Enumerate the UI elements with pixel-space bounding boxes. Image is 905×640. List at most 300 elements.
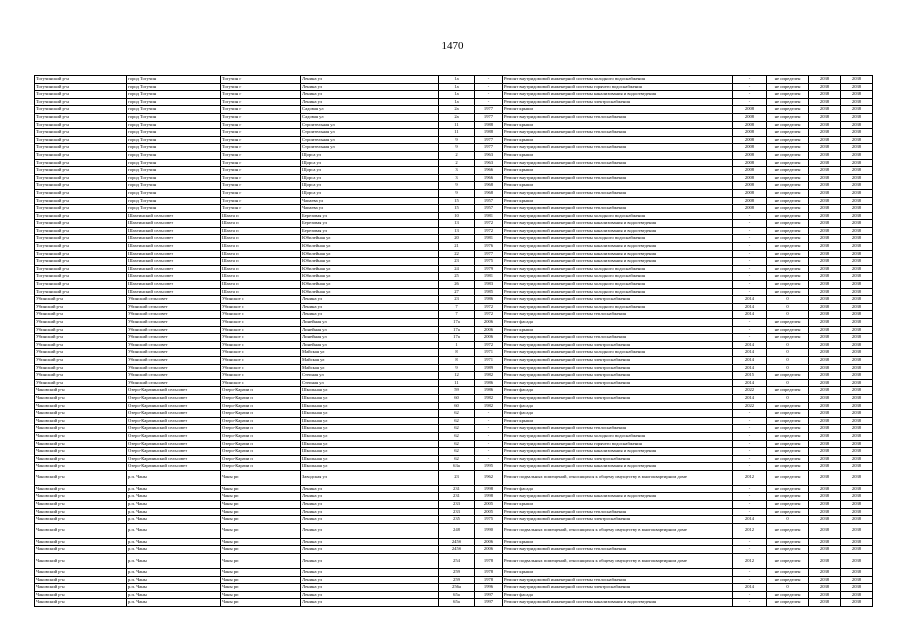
table-cell: Убинское с (221, 303, 301, 311)
table-cell: - (733, 508, 767, 516)
table-cell: 2038 (809, 493, 841, 501)
table-cell: Ремонт внутридомовой инженерной системы теплоснабжения (503, 334, 733, 342)
table-row (35, 364, 873, 372)
table-cell: Тогучинский р-н (35, 220, 127, 228)
table-row (35, 205, 873, 213)
table-cell: Юбилейная ул (301, 258, 439, 266)
table-cell: 2038 (841, 311, 873, 319)
table-cell: Тогучин г (221, 205, 301, 213)
table-cell: 2038 (809, 258, 841, 266)
table-cell: Ремонт крыши (503, 538, 733, 546)
table-cell: 1986 (475, 387, 503, 395)
table-cell: 2014 (733, 516, 767, 524)
table-cell: Ремонт внутридомовой инженерной системы электроснабжения (503, 455, 733, 463)
table-cell: Чановский р-н (35, 425, 127, 433)
table-cell: Ленина ул (301, 546, 439, 554)
table-cell: Чаны рп (221, 554, 301, 569)
table-cell: р.п. Чаны (127, 576, 221, 584)
table-cell: Ремонт внутридомовой инженерной системы теплоснабжения (503, 425, 733, 433)
table-cell: р.п. Чаны (127, 538, 221, 546)
table-cell: Юбилейная ул (301, 250, 439, 258)
table-cell: Чаны рп (221, 599, 301, 607)
table-cell: 233 (439, 508, 475, 516)
table-cell: Чапаева ул (301, 197, 439, 205)
table-cell: Убинское с (221, 379, 301, 387)
table-cell: не определен (767, 387, 809, 395)
table-row (35, 372, 873, 380)
table-cell: 1972 (475, 311, 503, 319)
table-cell: р.п. Чаны (127, 554, 221, 569)
table-cell: 1963 (475, 159, 503, 167)
table-cell: Линейная ул (301, 334, 439, 342)
table-cell: 2038 (809, 83, 841, 91)
table-cell: 23 (439, 296, 475, 304)
table-cell: не определен (767, 136, 809, 144)
table-cell: Чановский р-н (35, 599, 127, 607)
table-cell: 2038 (841, 554, 873, 569)
table-cell: 12 (439, 372, 475, 380)
table-cell: Шахтинский сельсовет (127, 220, 221, 228)
table-cell: 2038 (841, 243, 873, 251)
table-cell: Тогучинский р-н (35, 258, 127, 266)
table-cell: город Тогучин (127, 159, 221, 167)
table-cell: - (733, 98, 767, 106)
table-cell: не определен (767, 470, 809, 485)
table-cell: - (475, 76, 503, 84)
table-cell: Ленина ул (301, 296, 439, 304)
table-cell: 2038 (841, 98, 873, 106)
table-cell: Ленина ул (301, 83, 439, 91)
table-cell: Убинское с (221, 372, 301, 380)
table-cell: не определен (767, 265, 809, 273)
table-cell: город Тогучин (127, 167, 221, 175)
table-cell: Озеро-Карачинский сельсовет (127, 402, 221, 410)
table-cell: Школьная ул (301, 394, 439, 402)
table-cell: Ремонт крыши (503, 106, 733, 114)
table-cell: р.п. Чаны (127, 523, 221, 538)
table-cell: Ремонт внутридомовой инженерной системы холодного водоснабжения (503, 273, 733, 281)
table-cell: 2008 (733, 174, 767, 182)
table-cell: 62 (439, 448, 475, 456)
table-cell: Щорса ул (301, 182, 439, 190)
table-cell: Озеро-Карачи п (221, 425, 301, 433)
table-cell: Тогучинский р-н (35, 205, 127, 213)
table-cell: Чановский р-н (35, 455, 127, 463)
table-cell: 0 (767, 394, 809, 402)
table-row (35, 174, 873, 182)
table-cell: 1971 (475, 349, 503, 357)
table-row (35, 485, 873, 493)
table-cell: Ремонт крыши (503, 182, 733, 190)
table-cell: 2038 (809, 235, 841, 243)
table-cell: не определен (767, 159, 809, 167)
table-cell: Ремонт внутридомовой инженерной системы канализования и водоотведения (503, 258, 733, 266)
table-cell: Тогучинский р-н (35, 273, 127, 281)
table-row (35, 387, 873, 395)
table-cell: 2038 (809, 281, 841, 289)
table-cell: 2012 (733, 470, 767, 485)
table-cell: 2038 (809, 349, 841, 357)
table-cell: 2038 (809, 341, 841, 349)
table-cell: 0 (767, 364, 809, 372)
table-cell: 2038 (809, 220, 841, 228)
table-cell: 2008 (733, 151, 767, 159)
table-cell: 2038 (809, 576, 841, 584)
table-cell: Шахтинский сельсовет (127, 281, 221, 289)
table-row (35, 189, 873, 197)
table-cell: - (733, 288, 767, 296)
table-cell: 2038 (809, 189, 841, 197)
table-row (35, 516, 873, 524)
table-cell: Убинский сельсовет (127, 341, 221, 349)
table-cell: Убинский сельсовет (127, 379, 221, 387)
table-cell: - (733, 448, 767, 456)
table-row (35, 584, 873, 592)
table-cell: Чапаева ул (301, 205, 439, 213)
table-cell: Убинский сельсовет (127, 356, 221, 364)
table-cell: 2038 (841, 334, 873, 342)
table-row (35, 546, 873, 554)
table-cell: 2038 (841, 288, 873, 296)
table-cell: Ремонт внутридомовой инженерной системы холодного водоснабжения (503, 281, 733, 289)
table-cell: Шахтинский сельсовет (127, 243, 221, 251)
table-cell: 2038 (841, 387, 873, 395)
table-row (35, 319, 873, 327)
table-cell: не определен (767, 599, 809, 607)
table-cell: 1990 (475, 523, 503, 538)
table-cell: 1а (439, 83, 475, 91)
table-cell: Ремонт внутридомовой инженерной системы холодного водоснабжения (503, 76, 733, 84)
table-cell: Ленина ул (301, 91, 439, 99)
table-cell: 2038 (841, 364, 873, 372)
table-cell: 9 (439, 364, 475, 372)
table-cell: - (733, 83, 767, 91)
table-cell: - (733, 235, 767, 243)
table-cell: - (733, 576, 767, 584)
table-cell: 2038 (841, 349, 873, 357)
table-cell: Ремонт внутридомовой инженерной системы теплоснабжения (503, 508, 733, 516)
table-cell: Ленина ул (301, 599, 439, 607)
table-cell: 62 (439, 455, 475, 463)
table-cell: 2038 (841, 220, 873, 228)
table-cell: 1977 (475, 136, 503, 144)
table-cell: 2038 (809, 243, 841, 251)
table-cell: 2006 (475, 538, 503, 546)
table-cell: 1972 (475, 303, 503, 311)
table-cell: 2038 (841, 523, 873, 538)
table-cell: Чановский р-н (35, 584, 127, 592)
table-cell: - (733, 440, 767, 448)
table-cell: 2038 (841, 227, 873, 235)
table-cell: 1985 (475, 288, 503, 296)
table-cell: город Тогучин (127, 129, 221, 137)
table-row (35, 83, 873, 91)
table-cell: 2038 (841, 182, 873, 190)
table-cell: 0 (767, 379, 809, 387)
table-cell: 2038 (841, 129, 873, 137)
table-row (35, 341, 873, 349)
table-cell: - (475, 455, 503, 463)
table-cell: - (475, 83, 503, 91)
table-cell: не определен (767, 523, 809, 538)
table-cell: Озеро-Карачи п (221, 440, 301, 448)
table-cell: 2038 (809, 174, 841, 182)
table-cell: Ленина ул (301, 584, 439, 592)
table-cell: Школьная ул (301, 440, 439, 448)
table-cell: 2038 (841, 250, 873, 258)
table-cell: не определен (767, 151, 809, 159)
table-cell: 2038 (809, 151, 841, 159)
table-cell: Чаны рп (221, 569, 301, 577)
table-cell: Тогучинский р-н (35, 136, 127, 144)
table-cell: Ремонт внутридомовой инженерной системы электроснабжения (503, 516, 733, 524)
table-cell: 2038 (841, 341, 873, 349)
table-cell: 1981 (475, 235, 503, 243)
table-row (35, 455, 873, 463)
table-row (35, 265, 873, 273)
table-cell: Чановский р-н (35, 576, 127, 584)
table-cell: Тогучин г (221, 197, 301, 205)
table-cell: Убинское с (221, 296, 301, 304)
table-cell: Заводская ул (301, 470, 439, 485)
table-cell: 7 (439, 303, 475, 311)
table-cell: Чановский р-н (35, 470, 127, 485)
table-cell: 0 (767, 516, 809, 524)
table-cell: 2014 (733, 303, 767, 311)
table-cell: - (733, 281, 767, 289)
table-cell: 1 (439, 341, 475, 349)
table-cell: 9 (439, 144, 475, 152)
table-cell: Ленина ул (301, 76, 439, 84)
table-cell: Строительная ул (301, 144, 439, 152)
table-cell: 9 (439, 182, 475, 190)
table-cell: не определен (767, 129, 809, 137)
table-cell: Убинский р-н (35, 372, 127, 380)
page-number: 1470 (441, 40, 464, 52)
table-cell: 2038 (841, 151, 873, 159)
table-cell: Озеро-Карачинский сельсовет (127, 410, 221, 418)
table-cell: Ремонт внутридомовой инженерной системы холодного водоснабжения (503, 265, 733, 273)
table-cell: 2038 (809, 425, 841, 433)
table-cell: не определен (767, 227, 809, 235)
table-cell: 1997 (475, 599, 503, 607)
table-row (35, 197, 873, 205)
table-cell: Ремонт внутридомовой инженерной системы теплоснабжения (503, 144, 733, 152)
table-cell: Тогучинский р-н (35, 197, 127, 205)
table-cell: 2038 (841, 432, 873, 440)
table-row (35, 243, 873, 251)
table-cell: город Тогучин (127, 144, 221, 152)
table-row (35, 326, 873, 334)
table-cell: 0 (767, 584, 809, 592)
table-cell: Убинский сельсовет (127, 372, 221, 380)
table-cell: 1996 (475, 584, 503, 592)
table-cell: не определен (767, 91, 809, 99)
table-cell: Озеро-Карачинский сельсовет (127, 448, 221, 456)
table-cell: Ремонт внутридомовой инженерной системы теплоснабжения (503, 174, 733, 182)
table-cell: 2038 (841, 189, 873, 197)
table-cell: 2038 (841, 205, 873, 213)
table-cell: не определен (767, 410, 809, 418)
table-row (35, 303, 873, 311)
table-cell: 2038 (841, 394, 873, 402)
table-cell: - (733, 76, 767, 84)
table-row (35, 410, 873, 418)
table-cell: 1962 (475, 470, 503, 485)
table-cell: 2038 (809, 167, 841, 175)
table-cell: Тогучинский р-н (35, 167, 127, 175)
table-cell: 1977 (475, 144, 503, 152)
table-cell: - (733, 212, 767, 220)
table-cell: Тогучинский р-н (35, 98, 127, 106)
table-cell: Убинский р-н (35, 311, 127, 319)
table-cell: 2038 (809, 485, 841, 493)
table-cell: Шахта п (221, 288, 301, 296)
table-cell: Тогучинский р-н (35, 235, 127, 243)
table-cell: - (733, 591, 767, 599)
table-cell: 15 (439, 205, 475, 213)
table-cell: 1972 (475, 220, 503, 228)
table-cell: не определен (767, 501, 809, 509)
table-row (35, 151, 873, 159)
table-cell: 2038 (841, 76, 873, 84)
table-cell: 2038 (809, 501, 841, 509)
table-cell: р.п. Чаны (127, 599, 221, 607)
table-cell: Чаны рп (221, 470, 301, 485)
table-cell: - (475, 91, 503, 99)
table-cell: 2008 (733, 189, 767, 197)
table-cell: Тогучинский р-н (35, 76, 127, 84)
table-cell: 2038 (809, 455, 841, 463)
table-cell: Ремонт внутридомовой инженерной системы электроснабжения (503, 364, 733, 372)
table-cell: 2038 (809, 129, 841, 137)
table-cell: 2038 (809, 554, 841, 569)
table-cell: Тогучинский р-н (35, 182, 127, 190)
table-row (35, 599, 873, 607)
table-cell: 2038 (841, 273, 873, 281)
table-cell: 1966 (475, 167, 503, 175)
table-cell: Ремонт внутридомовой инженерной системы электроснабжения (503, 341, 733, 349)
table-cell: 2038 (841, 106, 873, 114)
table-cell: р.п. Чаны (127, 591, 221, 599)
table-cell: не определен (767, 189, 809, 197)
table-row (35, 448, 873, 456)
table-cell: не определен (767, 569, 809, 577)
table-cell: не определен (767, 554, 809, 569)
table-cell: 2038 (809, 516, 841, 524)
table-cell: 1988 (475, 121, 503, 129)
table-cell: Березовая ул (301, 220, 439, 228)
table-cell: 2038 (809, 440, 841, 448)
table-cell: 2038 (809, 296, 841, 304)
table-cell: 63а (439, 463, 475, 471)
table-cell: 62 (439, 432, 475, 440)
table-cell: не определен (767, 372, 809, 380)
table-cell: 2008 (733, 129, 767, 137)
table-cell: 2038 (841, 569, 873, 577)
table-cell: Шахта п (221, 212, 301, 220)
table-cell: 1986 (475, 379, 503, 387)
table-cell: 1а (439, 76, 475, 84)
table-cell: 245б (439, 546, 475, 554)
table-cell: Убинское с (221, 334, 301, 342)
table-cell: 2038 (809, 470, 841, 485)
table-cell: не определен (767, 98, 809, 106)
table-cell: 2008 (733, 121, 767, 129)
table-cell: Озеро-Карачи п (221, 417, 301, 425)
table-cell: Чановский р-н (35, 402, 127, 410)
table-cell: 9 (439, 189, 475, 197)
table-cell: не определен (767, 334, 809, 342)
table-cell: Майская ул (301, 364, 439, 372)
table-cell: Ремонт внутридомовой инженерной системы теплоснабжения (503, 311, 733, 319)
table-cell: не определен (767, 144, 809, 152)
table-cell: 2014 (733, 341, 767, 349)
table-cell: 2038 (809, 326, 841, 334)
table-cell: р.п. Чаны (127, 493, 221, 501)
table-cell: 2014 (733, 296, 767, 304)
table-cell: Тогучин г (221, 129, 301, 137)
table-cell: - (733, 273, 767, 281)
table-cell: Ремонт внутридомовой инженерной системы теплоснабжения (503, 129, 733, 137)
table-cell: - (733, 599, 767, 607)
table-cell: Ремонт подвальных помещений, относящихся к общему имуществу в многоквартирном доме (503, 554, 733, 569)
table-cell: Убинский р-н (35, 319, 127, 327)
table-cell: 2012 (733, 523, 767, 538)
table-cell: не определен (767, 485, 809, 493)
table-cell: 2006 (475, 334, 503, 342)
table-cell: Озеро-Карачи п (221, 387, 301, 395)
table-cell: 2008 (733, 144, 767, 152)
table-cell: 2038 (809, 394, 841, 402)
table-cell: 2038 (809, 288, 841, 296)
table-cell: 2038 (841, 599, 873, 607)
table-cell: р.п. Чаны (127, 584, 221, 592)
table-cell: Тогучинский р-н (35, 281, 127, 289)
table-cell: 2038 (809, 546, 841, 554)
table-cell: Убинский сельсовет (127, 334, 221, 342)
table-cell: Ремонт внутридомовой инженерной системы холодного водоснабжения (503, 212, 733, 220)
table-row (35, 576, 873, 584)
table-cell: не определен (767, 448, 809, 456)
table-cell: Тогучин г (221, 76, 301, 84)
table-cell: Озеро-Карачинский сельсовет (127, 394, 221, 402)
table-cell: - (733, 220, 767, 228)
table-row (35, 402, 873, 410)
table-cell: Озеро-Карачи п (221, 455, 301, 463)
table-cell: Ремонт подвальных помещений, относящихся к общему имуществу в многоквартирном доме (503, 470, 733, 485)
table-cell: 2038 (809, 212, 841, 220)
table-cell: 2038 (809, 417, 841, 425)
table-cell: 59 (439, 387, 475, 395)
table-cell: 2038 (841, 576, 873, 584)
table-cell: Чановский р-н (35, 523, 127, 538)
table-cell: Убинский сельсовет (127, 364, 221, 372)
table-cell: Чановский р-н (35, 591, 127, 599)
table-cell: Ремонт внутридомовой инженерной системы теплоснабжения (503, 159, 733, 167)
table-cell: 0 (767, 296, 809, 304)
table-cell: 11 (439, 129, 475, 137)
table-row (35, 425, 873, 433)
table-cell: Ремонт внутридомовой инженерной системы канализования и водоотведения (503, 243, 733, 251)
table-cell: 2038 (841, 159, 873, 167)
table-cell: 2038 (809, 463, 841, 471)
table-cell: 2038 (841, 303, 873, 311)
table-cell: не определен (767, 235, 809, 243)
table-cell: Шахтинский сельсовет (127, 235, 221, 243)
table-cell: Юбилейная ул (301, 281, 439, 289)
table-cell: 2006 (475, 319, 503, 327)
